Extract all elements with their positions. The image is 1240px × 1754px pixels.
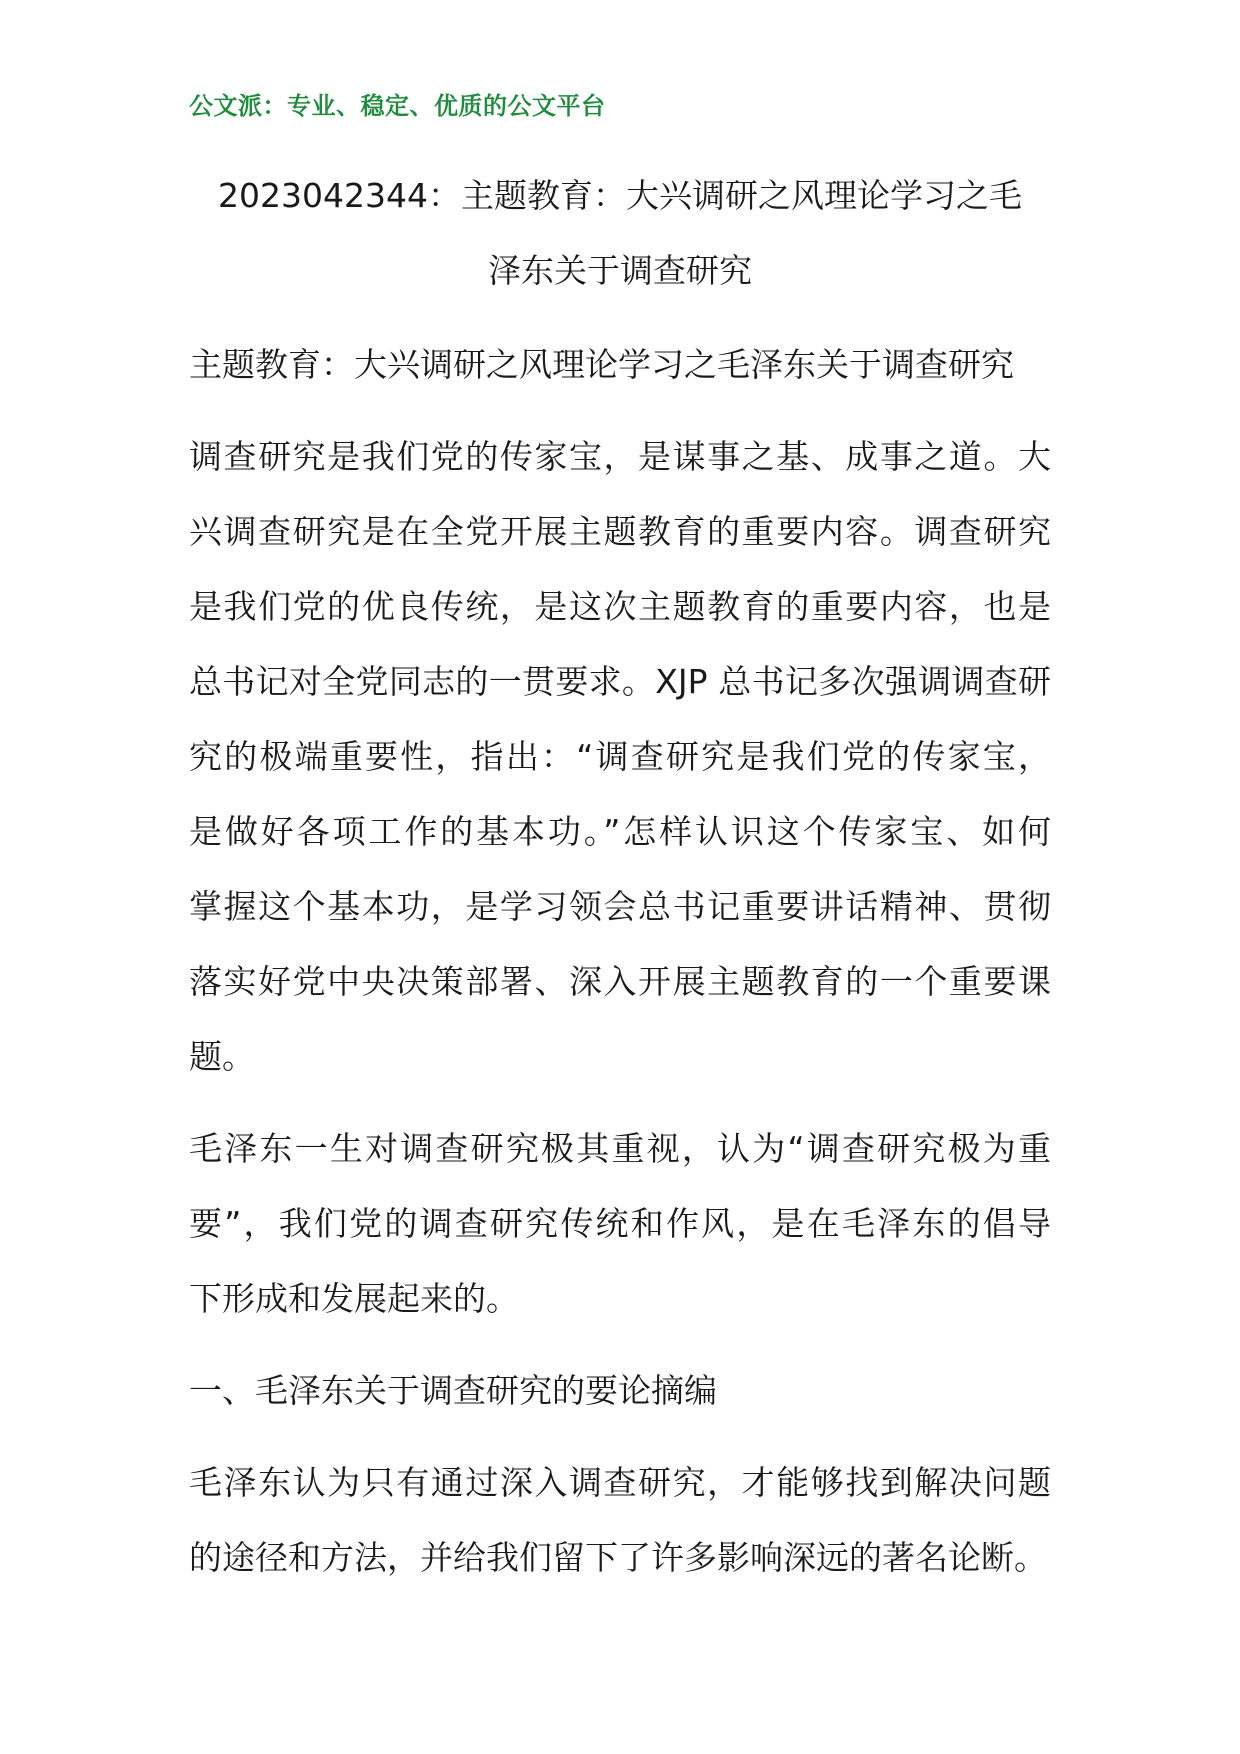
text-line: 落实好党中央决策部署、深入开展主题教育的一个重要课 — [189, 962, 1051, 1001]
document-title — [189, 158, 1051, 308]
text-line: 毛泽东一生对调查研究极其重视，认为“调查研究极为重 — [189, 1129, 1051, 1168]
document-body — [189, 327, 1051, 1612]
text-line: 总书记对全党同志的一贯要求。XJP 总书记多次强调调查研 — [189, 662, 1051, 701]
body-paragraph — [189, 419, 1051, 1094]
title-line-2: 泽东关于调查研究 — [488, 251, 752, 290]
body-paragraph — [189, 1111, 1051, 1336]
text-line: 题。 — [189, 1037, 255, 1076]
text-line: 是我们党的优良传统，是这次主题教育的重要内容，也是 — [189, 587, 1051, 626]
text-line: 究的极端重要性，指出：“调查研究是我们党的传家宝， — [189, 737, 1051, 776]
text-line: 的途径和方法，并给我们留下了许多影响深远的著名论断。 — [189, 1538, 1047, 1577]
text-line: 掌握这个基本功，是学习领会总书记重要讲话精神、贯彻 — [189, 887, 1051, 926]
text-line: 毛泽东认为只有通过深入调查研究，才能够找到解决问题 — [189, 1463, 1051, 1502]
text-line: 主题教育：大兴调研之风理论学习之毛泽东关于调查研究 — [189, 345, 1014, 384]
title-line-1: 2023042344：主题教育：大兴调研之风理论学习之毛 — [218, 176, 1022, 215]
text-line: 兴调查研究是在全党开展主题教育的重要内容。调查研究 — [189, 512, 1051, 551]
text-line: 下形成和发展起来的。 — [189, 1279, 519, 1318]
text-line: 一、毛泽东关于调查研究的要论摘编 — [189, 1371, 717, 1410]
body-paragraph — [189, 1445, 1051, 1595]
brand-header: 公文派：专业、稳定、优质的公文平台 — [189, 92, 606, 120]
text-line: 是做好各项工作的基本功。”怎样认识这个传家宝、如何 — [189, 812, 1051, 851]
subtitle-paragraph — [189, 327, 1051, 402]
section-heading — [189, 1353, 1051, 1428]
text-line: 要”，我们党的调查研究传统和作风，是在毛泽东的倡导 — [189, 1204, 1051, 1243]
text-line: 调查研究是我们党的传家宝，是谋事之基、成事之道。大 — [189, 437, 1051, 476]
